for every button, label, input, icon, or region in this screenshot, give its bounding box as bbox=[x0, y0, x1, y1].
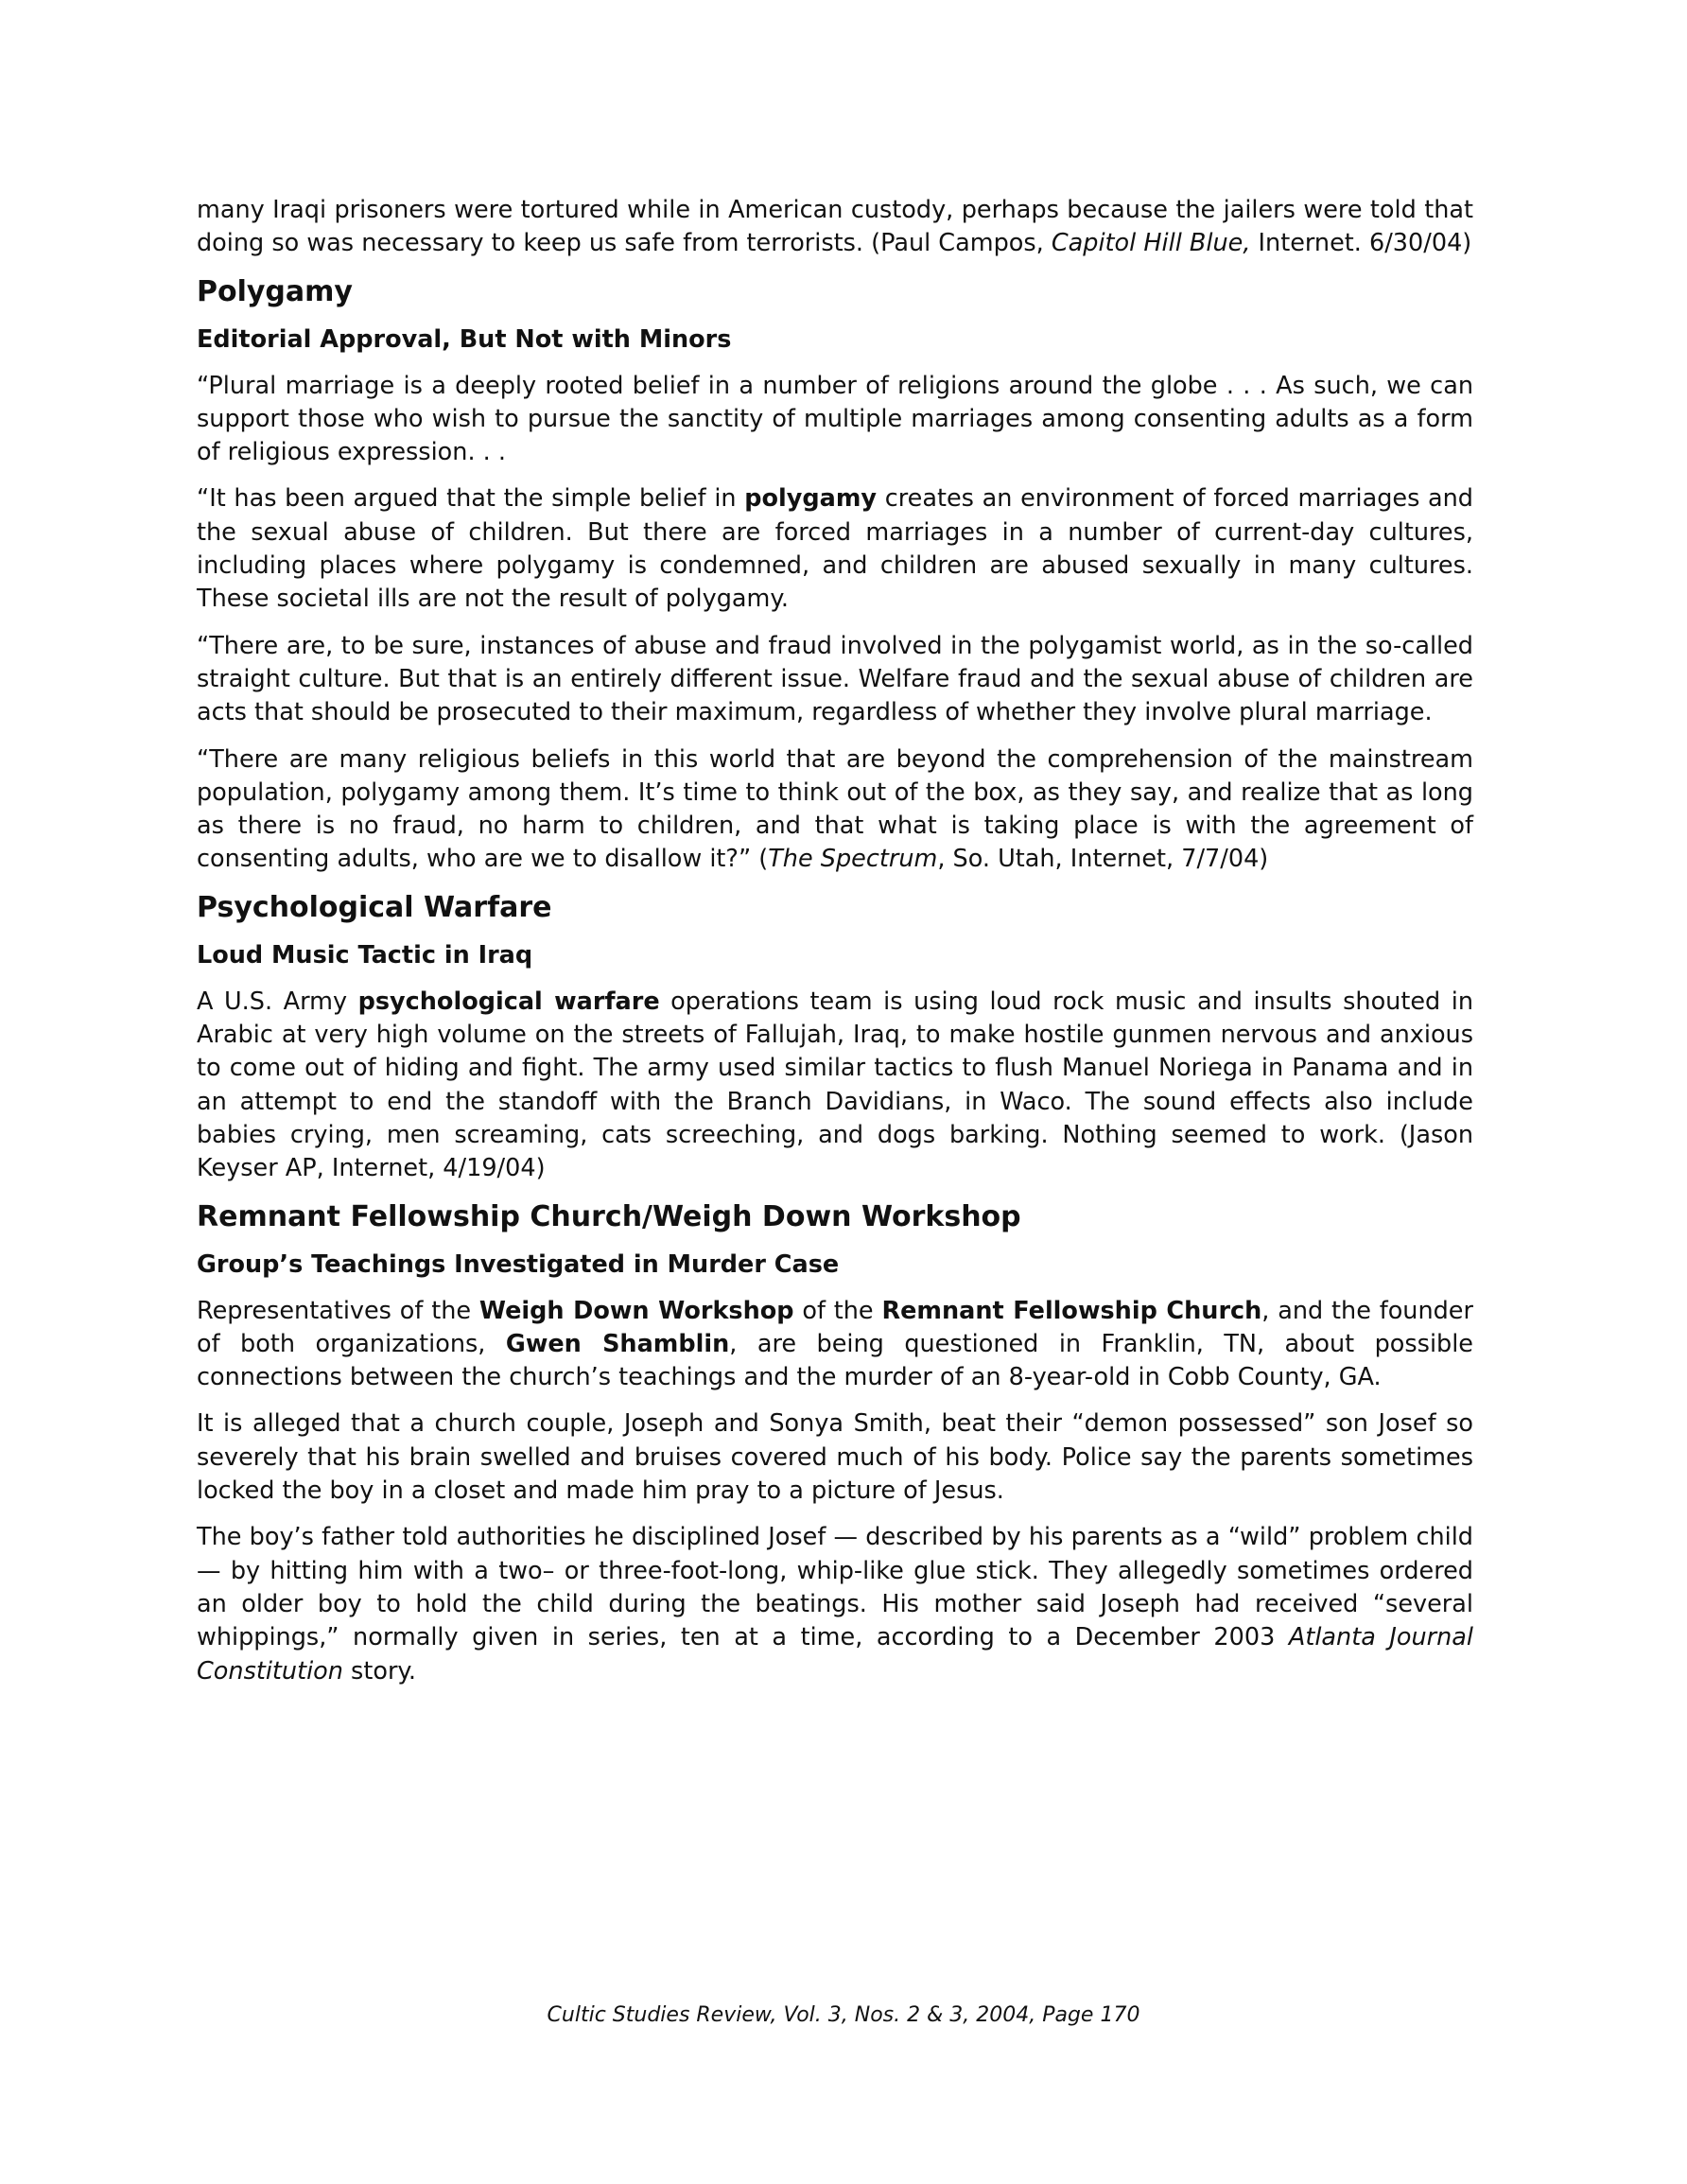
subheading-loud-music: Loud Music Tactic in Iraq bbox=[197, 940, 533, 970]
source-citation: Capitol Hill Blue, bbox=[1051, 229, 1251, 258]
intro-paragraph: many Iraqi prisoners were tortured while in American custody, perhaps because the jailers were told that doing so was necessary to keep us safe from terrorists. (Paul Campos, Capitol Hill Blue, Internet. 6/30/04) bbox=[197, 196, 1473, 258]
paragraph: The boy’s father told authorities he disciplined Josef — described by his parents as a “wild” problem child — by hitting him with a two– or three-foot-long, whip-like glue stick. They allegedly sometimes ordered an older boy to hold the child during the beatings. His mother said Joseph had received “several whippings,” normally given in series, ten at a time, according to a December 2003 Atlanta Journal Constitution story. bbox=[197, 1523, 1474, 1686]
keyword-gwen-shamblin: Gwen Shamblin bbox=[505, 1329, 730, 1358]
paragraph: A U.S. Army psychological warfare operations team is using loud rock music and insults shouted in Arabic at very high volume on the streets of Fallujah, Iraq, to make hostile gunmen nervous and anxious to come out of hiding and fight. The army used similar tactics to flush Manuel Noriega in Panama and in an attempt to end the standoff with the Branch Davidians, in Waco. The sound effects also include babies crying, men screaming, cats screeching, and dogs barking. Nothing seemed to work. (Jason Keyser AP, Internet, 4/19/04) bbox=[197, 987, 1474, 1183]
section-heading-remnant-fellowship: Remnant Fellowship Church/Weigh Down Workshop bbox=[197, 1199, 1021, 1233]
page-footer: Cultic Studies Review, Vol. 3, Nos. 2 & 3, 2004, Page 170 bbox=[547, 2003, 1140, 2027]
paragraph: “There are, to be sure, instances of abuse and fraud involved in the polygamist world, as in the so-called straight culture. But that is an entirely different issue. Welfare fraud and the sexual abuse of children are acts that should be prosecuted to their maximum, regardless of whether they involve plural marriage. bbox=[197, 631, 1473, 727]
keyword-psychological-warfare: psychological warfare bbox=[357, 987, 660, 1016]
paragraph: “It has been argued that the simple belief in polygamy creates an environment of forced marriages and the sexual abuse of children. But there are forced marriages in a number of current-day cultures, including places where polygamy is condemned, and children are abused sexually in many cultures. These societal ills are not the result of polygamy. bbox=[197, 484, 1473, 614]
paragraph: “There are many religious beliefs in this world that are beyond the comprehension of the mainstream population, polygamy among them. It’s time to think out of the box, as they say, and realize that as long as there is no fraud, no harm to children, and that what is taking place is with the agreement of consenting adults, who are we to disallow it?” (The Spectrum, So. Utah, Internet, 7/7/04) bbox=[197, 744, 1473, 874]
paragraph: Representatives of the Weigh Down Workshop of the Remnant Fellowship Church, and the founder of both organizations, Gwen Shamblin, are being questioned in Franklin, TN, about possible connections between the church’s teachings and the murder of an 8-year-old in Cobb County, GA. bbox=[197, 1296, 1473, 1392]
paragraph: “Plural marriage is a deeply rooted belief in a number of religions around the globe . . . As such, we can support those who wish to pursue the sanctity of multiple marriages among consenting adults as a form of religious expression. . . bbox=[197, 371, 1473, 467]
source-citation: Atlanta Journal Constitution bbox=[197, 1623, 1474, 1686]
keyword-remnant-fellowship-church: Remnant Fellowship Church bbox=[881, 1296, 1262, 1325]
document-page bbox=[197, 194, 1473, 1702]
subheading-group-teachings: Group’s Teachings Investigated in Murder Case bbox=[197, 1249, 840, 1279]
subheading-editorial-approval: Editorial Approval, But Not with Minors bbox=[197, 324, 732, 354]
source-citation: The Spectrum bbox=[768, 845, 938, 874]
section-heading-polygamy: Polygamy bbox=[197, 274, 353, 308]
keyword-polygamy: polygamy bbox=[744, 484, 878, 514]
keyword-weigh-down-workshop: Weigh Down Workshop bbox=[478, 1296, 794, 1325]
section-heading-psychological-warfare: Psychological Warfare bbox=[197, 890, 552, 924]
paragraph: It is alleged that a church couple, Joseph and Sonya Smith, beat their “demon possessed” son Josef so severely that his brain swelled and bruises covered much of his body. Police say the parents sometimes locked the boy in a closet and made him pray to a picture of Jesus. bbox=[197, 1409, 1473, 1506]
